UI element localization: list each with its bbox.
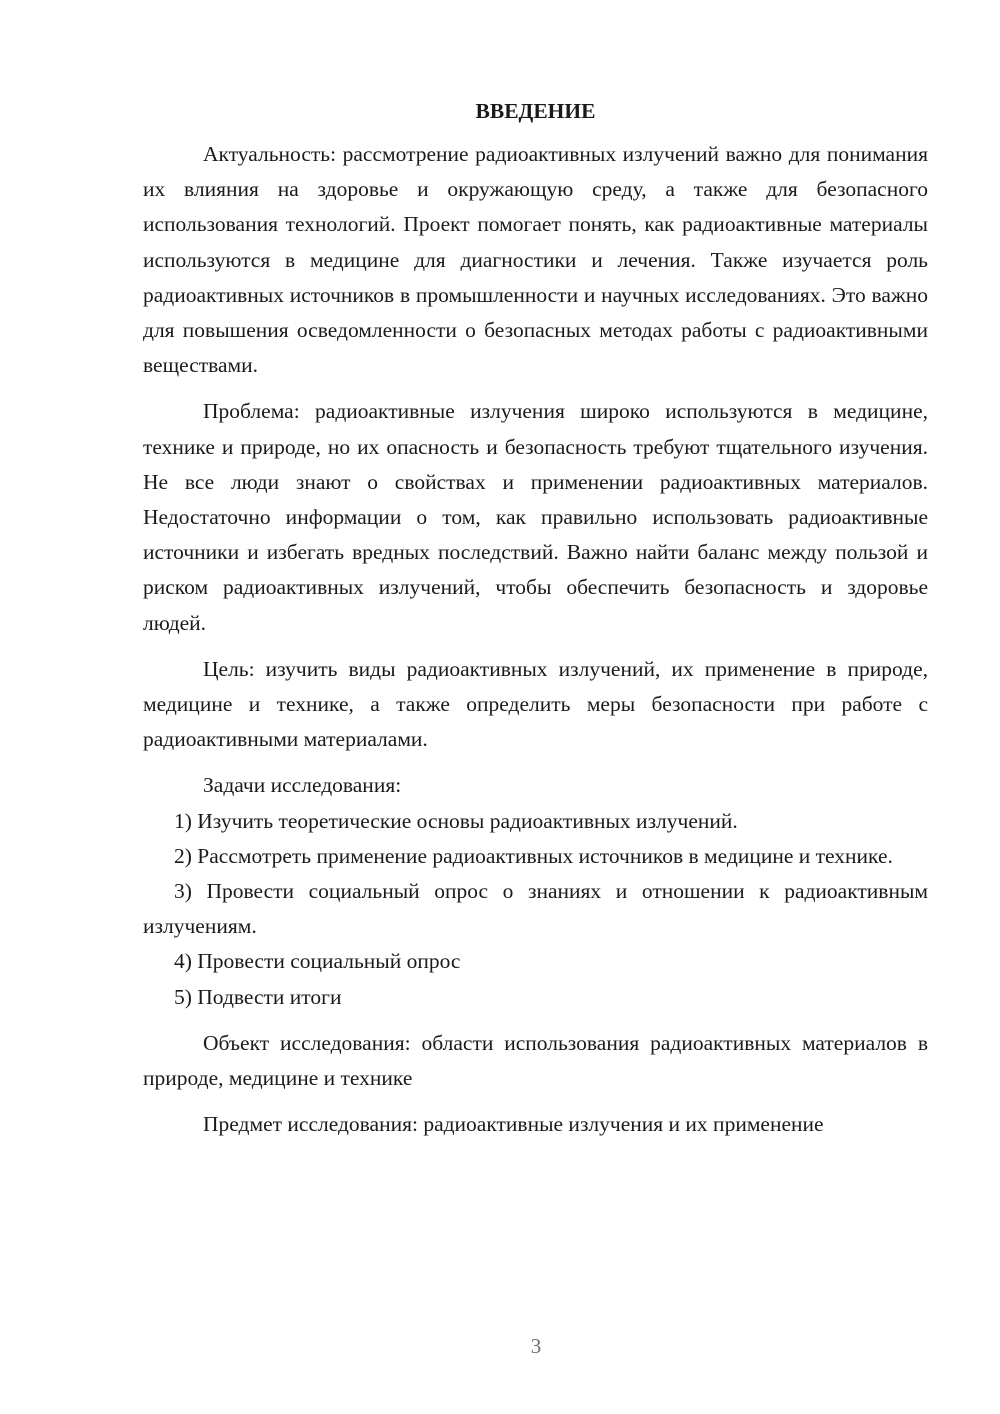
task-item-1: 1) Изучить теоретические основы радиоактивных излучений.: [174, 808, 738, 833]
section-heading: ВВЕДЕНИЕ: [475, 99, 596, 123]
task-item-4: 4) Провести социальный опрос: [174, 949, 461, 974]
task-item-3: 3) Провести социальный опрос о знаниях и отношении к радиоактивным излучениям.: [143, 879, 928, 939]
paragraph-subject: Предмет исследования: радиоактивные излучения и их применение: [203, 1112, 824, 1137]
task-item-2: 2) Рассмотреть применение радиоактивных источников в медицине и технике.: [174, 843, 893, 868]
paragraph-goal: Цель: изучить виды радиоактивных излучений, их применение в природе, медицине и технике, а также определить меры безопасности при работе с радиоактивными материалами.: [143, 656, 928, 752]
tasks-heading: Задачи исследования:: [203, 773, 402, 798]
paragraph-relevance: Актуальность: рассмотрение радиоактивных излучений важно для понимания их влияния на здоровье и окружающую среду, а также для безопасного использования технологий. Проект помогает понять, как радиоактивные материалы используются в медицине для диагностики и лечения. Также изучается роль радиоактивных источников в промышленности и научных исследованиях. Это важно для повышения осведомленности о безопасных методах работы с радиоактивными веществами.: [143, 142, 928, 378]
page-number: 3: [530, 1334, 542, 1358]
paragraph-problem: Проблема: радиоактивные излучения широко используются в медицине, технике и природе, но их опасность и безопасность требуют тщательного изучения. Не все люди знают о свойствах и применении радиоактивных материалов. Недостаточно информации о том, как правильно использовать радиоактивные источники и избегать вредных последствий. Важно найти баланс между пользой и риском радиоактивных излучений, чтобы обеспечить безопасность и здоровье людей.: [143, 399, 928, 635]
task-item-5: 5) Подвести итоги: [174, 984, 342, 1009]
document-page: [143, 94, 928, 1142]
paragraph-object: Объект исследования: области использования радиоактивных материалов в природе, медицине и технике: [143, 1030, 928, 1091]
